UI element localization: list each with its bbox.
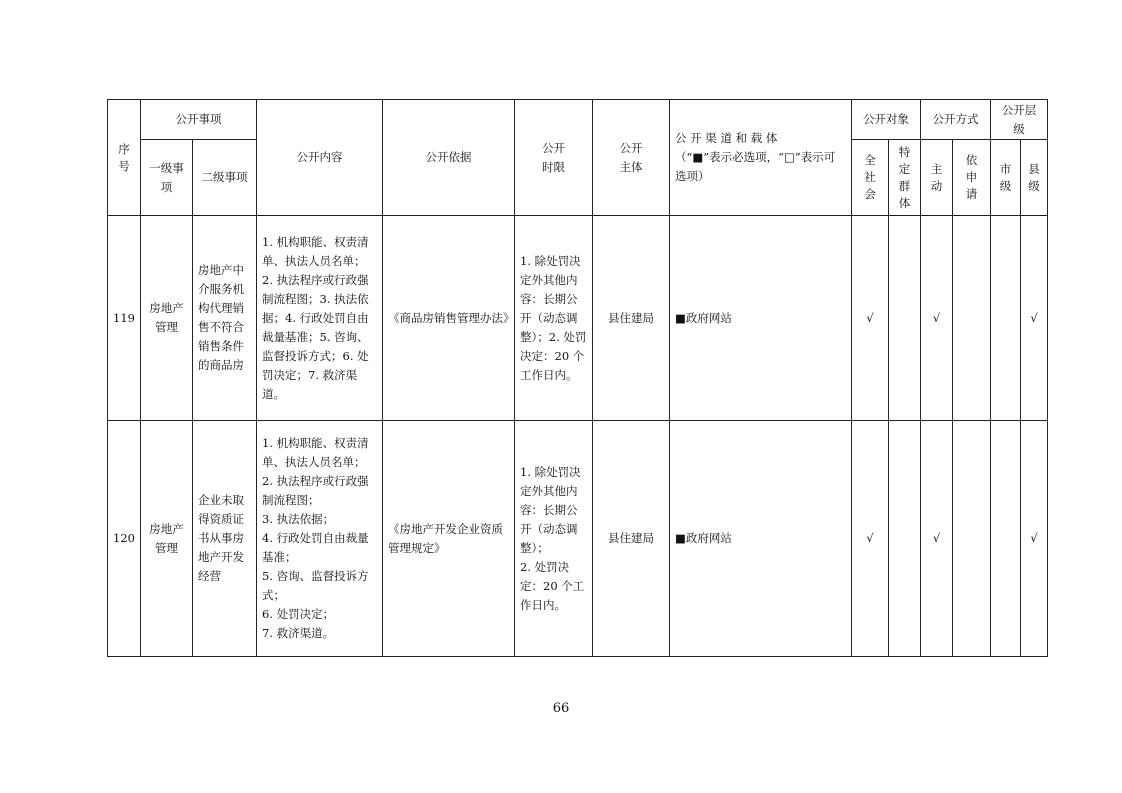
row-tier-city bbox=[991, 421, 1021, 657]
row-tier-city bbox=[991, 216, 1021, 421]
header-tier-county: 县 级 bbox=[1021, 140, 1048, 216]
row-tier-county: √ bbox=[1021, 421, 1048, 657]
header-method-request: 依 申 请 bbox=[953, 140, 991, 216]
header-level2: 二级事项 bbox=[193, 140, 257, 216]
row-content: 1. 机构职能、权责清单、执法人员名单； 2. 执法程序或行政强制流程图；3. 执法依据；4. 行政处罚自由裁量基准；5. 咨询、监督投诉方式；6. 处罚决定；7. 救济渠道。 bbox=[257, 216, 383, 421]
row-time-limit: 1. 除处罚决定外其他内容：长期公开（动态调整）； 2. 处罚决定：20 个工作日内。 bbox=[515, 421, 593, 657]
row-method-request bbox=[953, 421, 991, 657]
row-target-all: √ bbox=[852, 421, 889, 657]
row-method-active: √ bbox=[921, 216, 953, 421]
header-basis: 公开依据 bbox=[383, 100, 515, 216]
header-target-all: 全 社 会 bbox=[852, 140, 889, 216]
row-content: 1. 机构职能、权责清单、执法人员名单； 2. 执法程序或行政强制流程图； 3. 执法依据； 4. 行政处罚自由裁量基准； 5. 咨询、监督投诉方式； 6. 处罚决定； 7. 救济渠道。 bbox=[257, 421, 383, 657]
table-row bbox=[108, 216, 1048, 421]
header-time-limit: 公开 时限 bbox=[515, 100, 593, 216]
header-target-specific: 特 定 群 体 bbox=[889, 140, 921, 216]
header-tier-group: 公开层 级 bbox=[991, 100, 1048, 140]
header-tier-city: 市 级 bbox=[991, 140, 1021, 216]
header-channel: 公 开 渠 道 和 载 体 （“■”表示必选项，“□”表示可选项） bbox=[670, 100, 852, 216]
header-seq: 序 号 bbox=[108, 100, 141, 216]
row-basis: 《商品房销售管理办法》 bbox=[383, 216, 515, 421]
row-level2: 企业未取得资质证书从事房地产开发经营 bbox=[193, 421, 257, 657]
row-target-specific bbox=[889, 421, 921, 657]
header-target-group: 公开对象 bbox=[852, 100, 921, 140]
page-number: 66 bbox=[552, 701, 570, 716]
row-level2: 房地产中介服务机构代理销售不符合销售条件的商品房 bbox=[193, 216, 257, 421]
header-items-group: 公开事项 bbox=[141, 100, 257, 140]
row-subject: 县住建局 bbox=[593, 421, 670, 657]
row-tier-county: √ bbox=[1021, 216, 1048, 421]
header-method-active: 主 动 bbox=[921, 140, 953, 216]
header-subject: 公开 主体 bbox=[593, 100, 670, 216]
row-method-active: √ bbox=[921, 421, 953, 657]
row-level1: 房地产 管理 bbox=[141, 421, 193, 657]
row-target-specific bbox=[889, 216, 921, 421]
row-seq: 119 bbox=[108, 216, 141, 421]
row-subject: 县住建局 bbox=[593, 216, 670, 421]
row-channel: ■政府网站 bbox=[670, 216, 852, 421]
table-row bbox=[108, 421, 1048, 657]
header-level1: 一级事 项 bbox=[141, 140, 193, 216]
disclosure-table bbox=[107, 99, 1048, 657]
header-method-group: 公开方式 bbox=[921, 100, 991, 140]
row-target-all: √ bbox=[852, 216, 889, 421]
header-row-1 bbox=[108, 100, 1048, 140]
row-level1: 房地产 管理 bbox=[141, 216, 193, 421]
row-seq: 120 bbox=[108, 421, 141, 657]
header-content: 公开内容 bbox=[257, 100, 383, 216]
row-method-request bbox=[953, 216, 991, 421]
row-channel: ■政府网站 bbox=[670, 421, 852, 657]
row-time-limit: 1. 除处罚决定外其他内容：长期公开（动态调整）；2. 处罚决定：20 个工作日内。 bbox=[515, 216, 593, 421]
row-basis: 《房地产开发企业资质管理规定》 bbox=[383, 421, 515, 657]
